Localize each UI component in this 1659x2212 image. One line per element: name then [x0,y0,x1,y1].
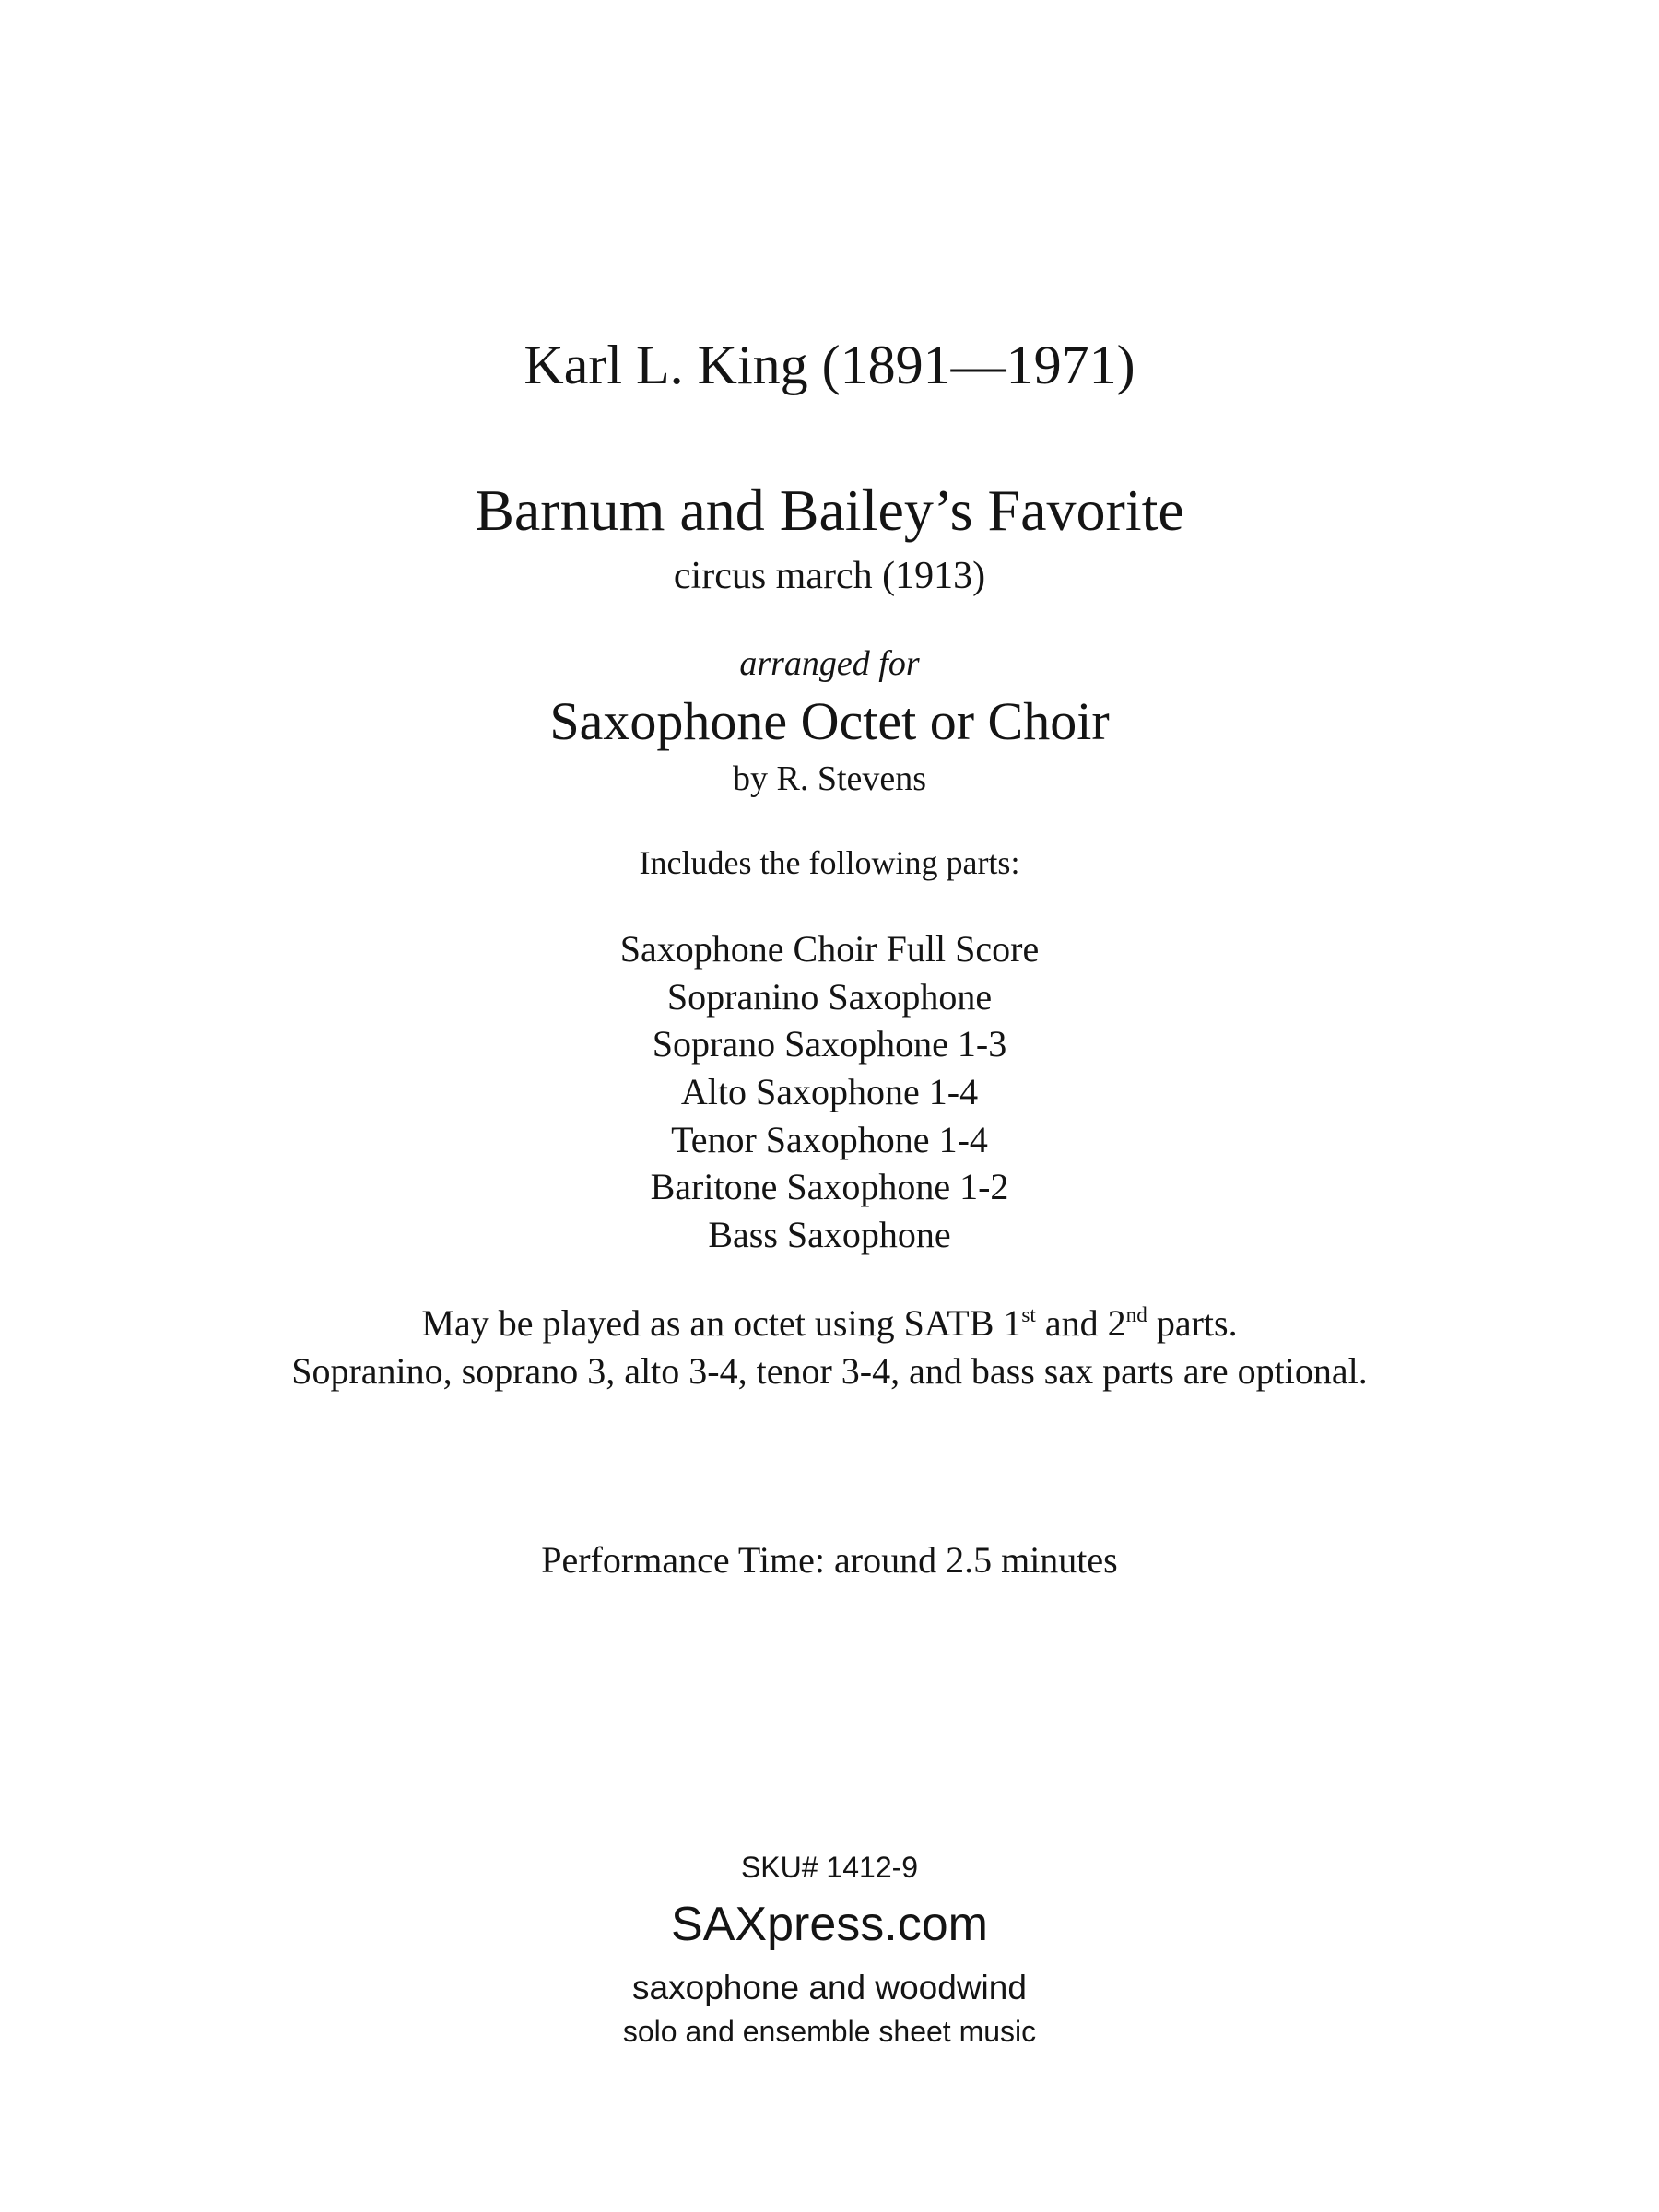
list-item: Tenor Saxophone 1-4 [671,1118,988,1160]
list-item: Soprano Saxophone 1-3 [652,1023,1007,1065]
octet-note [0,1302,1659,1344]
octet-note-superscript-first: st [1021,1302,1036,1327]
publisher-tagline: saxophone and woodwind [632,1969,1027,2006]
parts-heading: Includes the following parts: [639,844,1020,881]
publisher-subtagline: solo and ensemble sheet music [622,2015,1037,2048]
optional-parts-note: Sopranino, soprano 3, alto 3-4, tenor 3-4, and bass sax parts are optional. [291,1350,1368,1392]
parts-list [0,925,1659,1259]
piece-title: Barnum and Bailey’s Favorite [475,477,1184,543]
octet-note-suffix: parts. [1147,1302,1238,1344]
publisher-brand: SAXpress.com [671,1898,988,1951]
list-item: Sopranino Saxophone [666,975,993,1018]
list-item: Baritone Saxophone 1-2 [650,1166,1009,1208]
list-item: Alto Saxophone 1-4 [680,1071,979,1113]
composer-line: Karl L. King (1891—1971) [524,335,1135,395]
ensemble-name: Saxophone Octet or Choir [549,691,1110,751]
piece-subtitle: circus march (1913) [673,555,986,597]
sku-number: SKU# 1412-9 [740,1851,919,1884]
arranged-for-label: arranged for [739,644,920,683]
octet-note-prefix: May be played as an octet using SATB 1 [421,1302,1022,1344]
list-item: Bass Saxophone [708,1214,951,1256]
octet-note-superscript-second: nd [1125,1302,1147,1327]
performance-time: Performance Time: around 2.5 minutes [541,1539,1118,1581]
octet-note-middle: and 2 [1035,1302,1126,1344]
list-item: Saxophone Choir Full Score [619,928,1040,970]
arranger-credit: by R. Stevens [732,759,927,798]
